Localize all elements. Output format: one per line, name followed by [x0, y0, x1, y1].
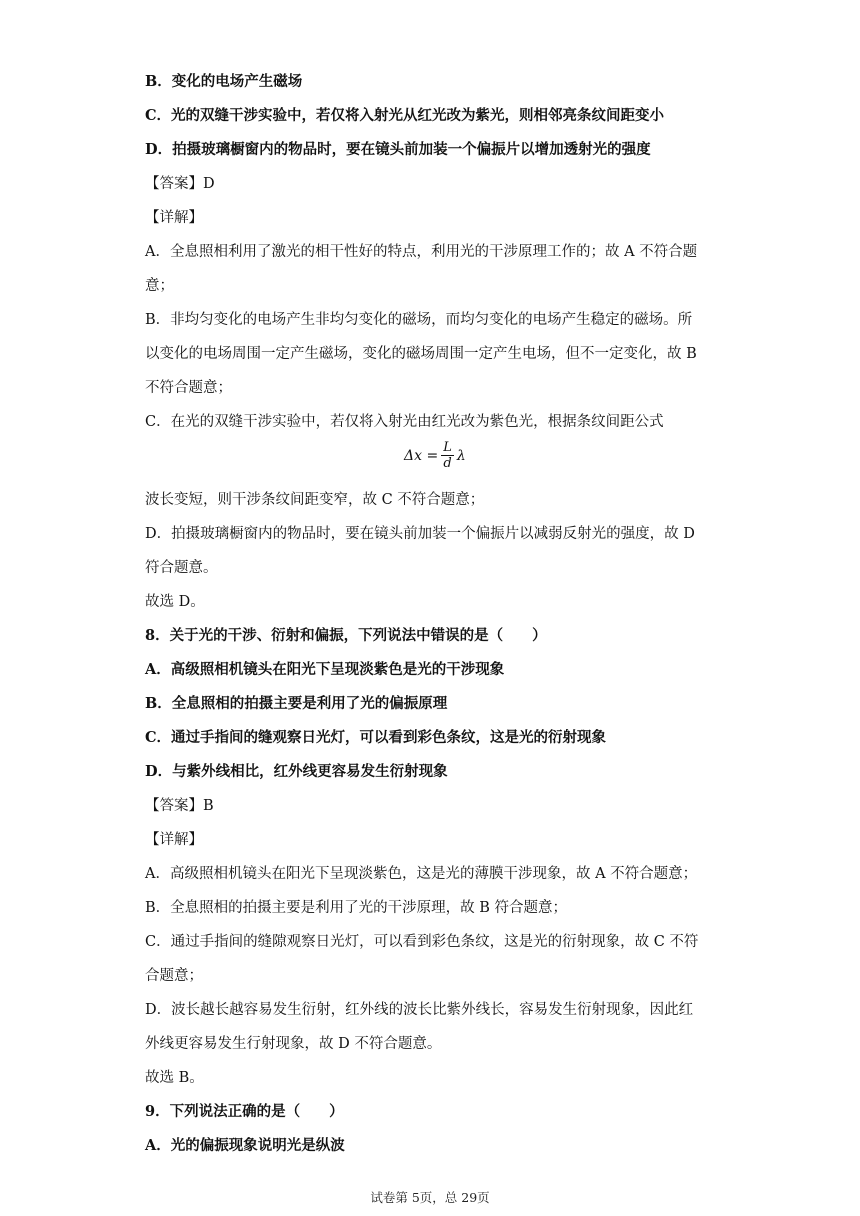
text-line: 外线更容易发生行射现象，故 D 不符合题意。	[145, 1036, 442, 1052]
text-line: B．变化的电场产生磁场	[145, 73, 303, 90]
text-line: 合题意；	[145, 968, 203, 984]
text-line: A．光的偏振现象说明光是纵波	[145, 1137, 345, 1154]
text-line: D．波长越长越容易发生衍射，红外线的波长比紫外线长，容易发生衍射现象，因此红	[145, 1002, 694, 1018]
page-footer: 试卷第 5页，总 29页	[370, 1190, 490, 1205]
text-line: A．高级照相机镜头在阳光下呈现淡紫色是光的干涉现象	[145, 661, 505, 678]
text-line: C．在光的双缝干涉实验中，若仅将入射光由红光改为紫色光，根据条纹间距公式	[145, 414, 664, 430]
text-line: 故选 B。	[145, 1070, 204, 1086]
text-line: B．全息照相的拍摄主要是利用了光的干涉原理，故 B 符合题意；	[145, 900, 568, 916]
text-line: 波长变短，则干涉条纹间距变窄，故 C 不符合题意；	[145, 492, 485, 508]
text-line: 不符合题意；	[145, 380, 232, 396]
fringe-spacing-formula	[404, 440, 466, 471]
text-line: D．拍摄玻璃橱窗内的物品时，要在镜头前加装一个偏振片以减弱反射光的强度，故 D	[145, 526, 695, 542]
text-line: 符合题意。	[145, 560, 218, 576]
text-line: A．全息照相利用了激光的相干性好的特点，利用光的干涉原理工作的；故 A 不符合题	[145, 244, 698, 260]
formula-denominator: d	[443, 456, 452, 471]
text-line: 【答案】D	[145, 176, 215, 192]
text-line: C．通过手指间的缝隙观察日光灯，可以看到彩色条纹，这是光的衍射现象，故 C 不符	[145, 934, 699, 950]
text-line: D．拍摄玻璃橱窗内的物品时，要在镜头前加装一个偏振片以增加透射光的强度	[145, 141, 651, 158]
text-line: 意；	[145, 278, 174, 294]
text-line: 【详解】	[145, 210, 203, 226]
text-line: B．全息照相的拍摄主要是利用了光的偏振原理	[145, 695, 448, 712]
text-line: C．通过手指间的缝观察日光灯，可以看到彩色条纹，这是光的衍射现象	[145, 729, 607, 746]
text-line: 【答案】B	[145, 798, 214, 814]
text-line: B．非均匀变化的电场产生非均匀变化的磁场，而均匀变化的电场产生稳定的磁场。所	[145, 312, 693, 328]
text-line: 以变化的电场周围一定产生磁场，变化的磁场周围一定产生电场，但不一定变化，故 B	[145, 346, 697, 362]
text-line: 【详解】	[145, 832, 203, 848]
formula-fraction	[441, 440, 454, 471]
text-line: D．与紫外线相比，红外线更容易发生衍射现象	[145, 763, 448, 780]
text-line: C．光的双缝干涉实验中，若仅将入射光从红光改为紫光，则相邻亮条纹间距变小	[145, 107, 665, 124]
formula-rhs: λ	[456, 447, 466, 464]
formula-numerator: L	[443, 440, 452, 455]
text-line: 9．下列说法正确的是（ ）	[145, 1103, 344, 1120]
text-line: A．高级照相机镜头在阳光下呈现淡紫色，这是光的薄膜干涉现象，故 A 不符合题意；	[145, 866, 698, 882]
formula-lhs: Δx =	[404, 447, 439, 464]
text-line: 故选 D。	[145, 594, 205, 610]
text-line: 8．关于光的干涉、衍射和偏振，下列说法中错误的是（ ）	[145, 627, 547, 644]
